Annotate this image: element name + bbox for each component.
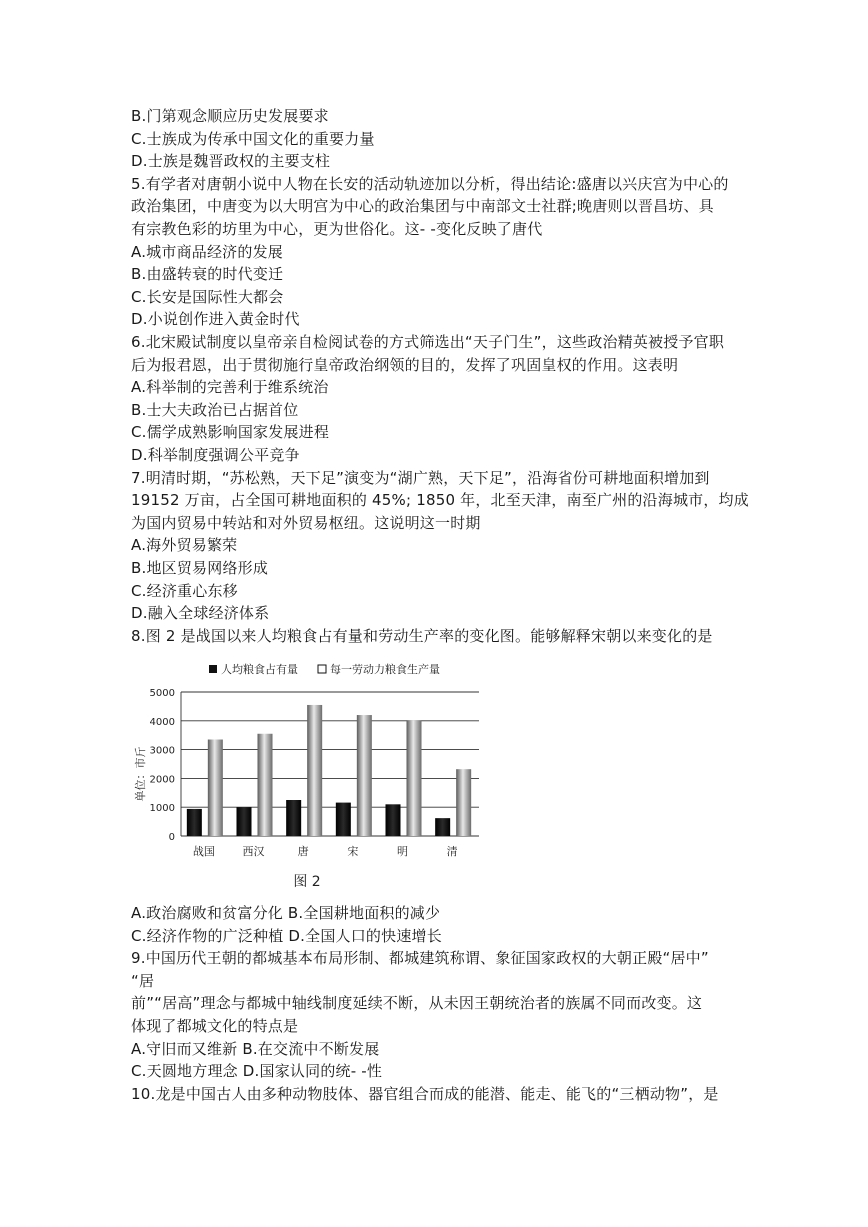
bar-series-2-4 [407, 720, 422, 836]
bar-chart [131, 655, 491, 900]
text-line: 5.有学者对唐朝小说中人物在长安的活动轨迹加以分析，得出结论:盛唐以兴庆宫为中心的 [131, 174, 729, 193]
text-line: A.科举制的完善利于维系统治 [131, 378, 329, 397]
bar-series-2-5 [456, 769, 471, 836]
bar-series-1-5 [435, 818, 450, 836]
text-line: A.政治腐败和贫富分化 B.全国耕地面积的减少 [131, 904, 441, 922]
text-line: D.科举制度强调公平竞争 [131, 446, 300, 464]
text-line: 体现了都城文化的特点是 [131, 1017, 299, 1035]
text-line: 10.龙是中国古人由多种动物肢体、器官组合而成的能潜、能走、能飞的“三栖动物”，是 [131, 1084, 719, 1103]
text-line: B.门第观念顺应历史发展要求 [131, 107, 329, 125]
text-line: 8.图 2 是战国以来人均粮食占有量和劳动生产率的变化图。能够解释宋朝以来变化的是 [131, 626, 713, 645]
x-tick-label: 唐 [297, 845, 309, 858]
bar-series-1-1 [237, 807, 252, 836]
text-line: D.融入全球经济体系 [131, 604, 270, 623]
text-line: 19152 万亩，占全国可耕地面积的 45%; 1850 年，北至天津，南至广州的沿海城市，均成 [131, 491, 749, 510]
bar-series-2-0 [208, 740, 223, 836]
x-tick-label: 西汉 [242, 845, 265, 858]
text-line: C.经济重心东移 [131, 581, 238, 600]
bar-series-1-3 [336, 803, 351, 836]
legend-label-series-2: 每一劳动力粮食生产量 [330, 663, 440, 676]
figure-2-chart [131, 655, 491, 900]
bar-series-1-0 [187, 809, 202, 836]
y-tick-label: 5000 [149, 688, 175, 699]
text-line: 7.明清时期，“苏松熟，天下足”演变为“湖广熟，天下足”，沿海省份可耕地面积增加到 [131, 468, 710, 487]
text-line: 为国内贸易中转站和对外贸易枢纽。这说明这一时期 [131, 513, 481, 532]
x-tick-label: 宋 [347, 845, 359, 858]
text-line: B.地区贸易网络形成 [131, 559, 269, 577]
figure-caption: 图 2 [293, 874, 321, 890]
text-line: C.长安是国际性大都会 [131, 287, 284, 306]
text-line: A.城市商品经济的发展 [131, 242, 283, 261]
text-line: C.儒学成熟影响国家发展进程 [131, 423, 330, 442]
text-line: A.守旧而又维新 B.在交流中不断发展 [131, 1039, 380, 1058]
text-line: D.士族是魏晋政权的主要支柱 [131, 152, 331, 171]
text-line: “居 [131, 971, 155, 990]
text-line: C.天圆地方理念 D.国家认同的统- -性 [131, 1062, 383, 1081]
text-line: 政治集团，中唐变为以大明宫为中心的政治集团与中南部文士社群;晚唐则以晋昌坊、具 [131, 197, 714, 216]
text-line: A.海外贸易繁荣 [131, 536, 238, 555]
text-line: C.士族成为传承中国文化的重要力量 [131, 129, 375, 148]
y-tick-label: 4000 [149, 716, 175, 728]
y-tick-label: 2000 [149, 774, 175, 786]
legend-swatch-series-1 [209, 665, 217, 673]
text-line: D.小说创作进入黄金时代 [131, 310, 300, 329]
bar-series-1-4 [386, 804, 401, 836]
text-line: 有宗教色彩的坊里为中心，更为世俗化。这- -变化反映了唐代 [131, 220, 543, 238]
text-line: 前”“居高”理念与都城中轴线制度延续不断，从未因王朝统治者的族属不同而改变。这 [131, 994, 703, 1013]
text-line: 后为报君恩，出于贯彻施行皇帝政治纲领的目的，发挥了巩固皇权的作用。这表明 [131, 355, 679, 374]
bar-series-2-1 [258, 734, 273, 836]
legend-label-series-1: 人均粮食占有量 [221, 663, 298, 676]
text-line: B.由盛转衰的时代变迁 [131, 265, 284, 284]
text-line: 6.北宋殿试制度以皇帝亲自检阅试卷的方式筛选出“天子门生”，这些政治精英被授予官职 [131, 333, 725, 351]
text-line: B.士大夫政治已占据首位 [131, 400, 299, 419]
bar-series-2-3 [357, 715, 372, 836]
bar-series-2-2 [307, 705, 322, 836]
bar-series-1-2 [286, 800, 301, 836]
y-tick-label: 3000 [149, 745, 175, 757]
x-tick-label: 战国 [192, 845, 215, 858]
text-line: C.经济作物的广泛种植 D.全国人口的快速增长 [131, 926, 442, 945]
y-tick-label: 0 [168, 832, 175, 843]
text-line: 9.中国历代王朝的都城基本布局形制、都城建筑称谓、象征国家政权的大朝正殿“居中” [131, 949, 709, 968]
legend-swatch-series-2 [318, 665, 326, 673]
y-axis-label: 单位：市斤 [134, 746, 147, 802]
x-tick-label: 清 [446, 845, 458, 858]
y-tick-label: 1000 [149, 803, 175, 815]
x-tick-label: 明 [397, 845, 408, 858]
